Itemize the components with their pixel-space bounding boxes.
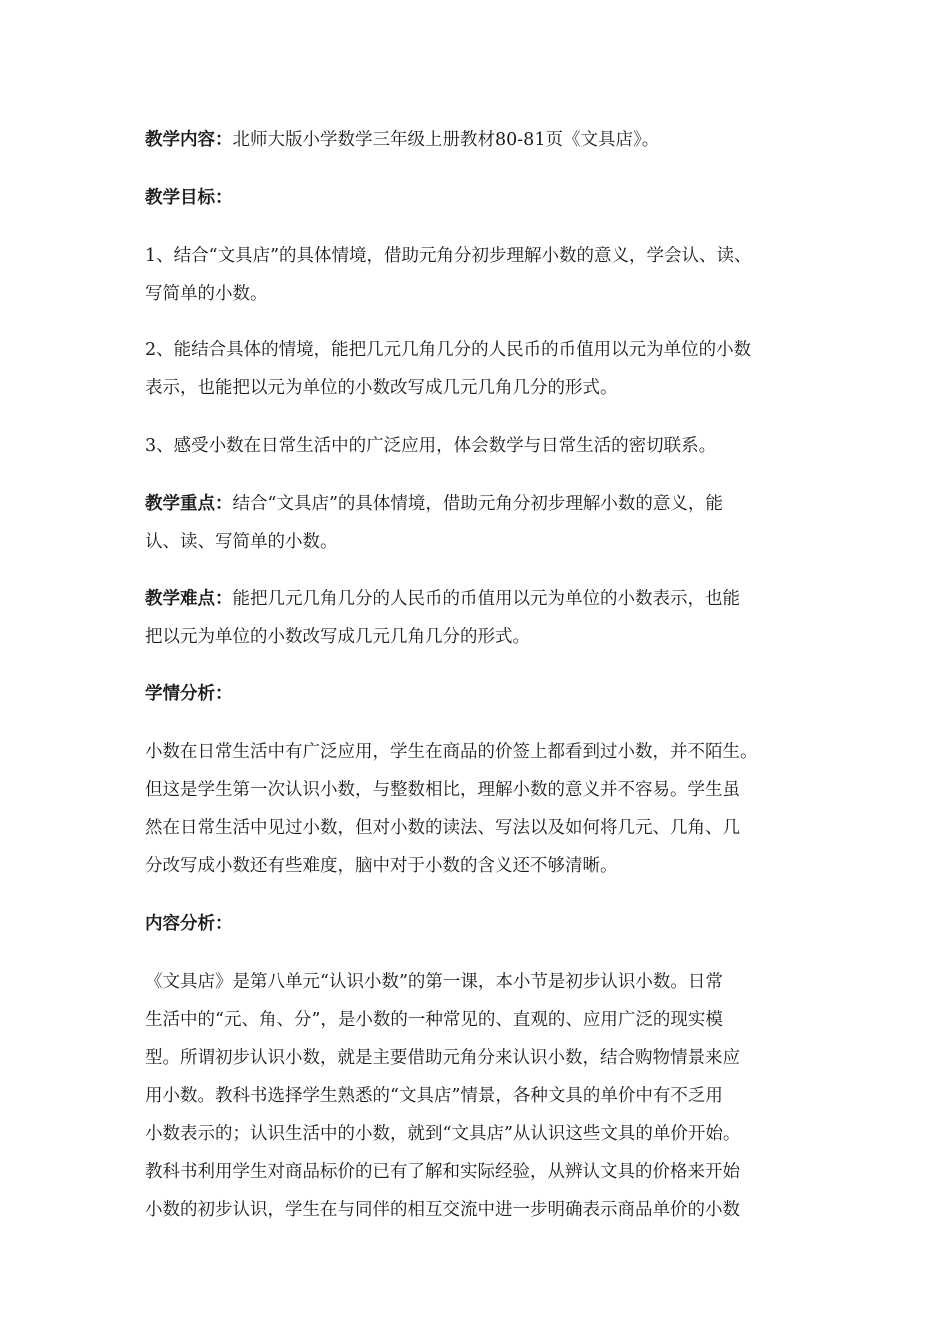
difficult-points-text-2: 把以元为单位的小数改写成几元几角几分的形式。: [145, 627, 530, 647]
student-analysis-line: 然在日常生活中见过小数，但对小数的读法、写法以及如何将几元、几角、几: [145, 818, 740, 838]
student-analysis-line: 但这是学生第一次认识小数，与整数相比，理解小数的意义并不容易。学生虽: [145, 780, 740, 800]
key-points-label: 教学重点：: [145, 494, 233, 514]
goal-item-1-line-2: 写简单的小数。: [145, 284, 268, 304]
teaching-content-label: 教学内容：: [145, 130, 233, 150]
student-analysis-line: 小数在日常生活中有广泛应用，学生在商品的价签上都看到过小数，并不陌生。: [145, 742, 758, 762]
content-analysis-line: 小数表示的；认识生活中的小数，就到“文具店”从认识这些文具的单价开始。: [145, 1124, 741, 1144]
content-analysis-line: 《文具店》是第八单元“认识小数”的第一课，本小节是初步认识小数。日常: [145, 972, 723, 992]
key-points-text-2: 认、读、写简单的小数。: [145, 532, 338, 552]
student-analysis-paragraph: [145, 733, 825, 885]
key-points-paragraph: [145, 485, 825, 561]
goal-item-2-line-2: 表示，也能把以元为单位的小数改写成几元几角几分的形式。: [145, 378, 618, 398]
goal-item-1-line-1: 1、结合“文具店”的具体情境，借助元角分初步理解小数的意义，学会认、读、: [145, 246, 752, 266]
teaching-content-paragraph: [145, 121, 825, 159]
difficult-points-paragraph: [145, 580, 825, 656]
goal-item-3-line-1: 3、感受小数在日常生活中的广泛应用，体会数学与日常生活的密切联系。: [145, 436, 717, 456]
teaching-content-text: 北师大版小学数学三年级上册教材80-81页《文具店》。: [232, 130, 660, 150]
student-analysis-line: 分改写成小数还有些难度，脑中对于小数的含义还不够清晰。: [145, 856, 618, 876]
content-analysis-line: 型。所谓初步认识小数，就是主要借助元角分来认识小数，结合购物情景来应: [145, 1048, 740, 1068]
content-analysis-line: 生活中的“元、角、分”，是小数的一种常见的、直观的、应用广泛的现实模: [145, 1010, 723, 1030]
goal-item-3: [145, 427, 825, 465]
difficult-points-label: 教学难点：: [145, 589, 233, 609]
key-points-text-1: 结合“文具店”的具体情境，借助元角分初步理解小数的意义，能: [232, 494, 723, 514]
content-analysis-paragraph: [145, 963, 825, 1229]
teaching-goals-heading: 教学目标：: [145, 188, 233, 208]
content-analysis-line: 用小数。教科书选择学生熟悉的“文具店”情景，各种文具的单价中有不乏用: [145, 1086, 723, 1106]
content-analysis-heading: 内容分析：: [145, 914, 233, 934]
goal-item-2: [145, 331, 825, 407]
difficult-points-text-1: 能把几元几角几分的人民币的币值用以元为单位的小数表示，也能: [232, 589, 740, 609]
content-analysis-line: 小数的初步认识，学生在与同伴的相互交流中进一步明确表示商品单价的小数: [145, 1200, 740, 1220]
goal-item-2-line-1: 2、能结合具体的情境，能把几元几角几分的人民币的币值用以元为单位的小数: [145, 340, 752, 360]
content-analysis-line: 教科书利用学生对商品标价的已有了解和实际经验，从辨认文具的价格来开始: [145, 1162, 740, 1182]
student-analysis-heading: 学情分析：: [145, 684, 233, 704]
goal-item-1: [145, 237, 825, 313]
